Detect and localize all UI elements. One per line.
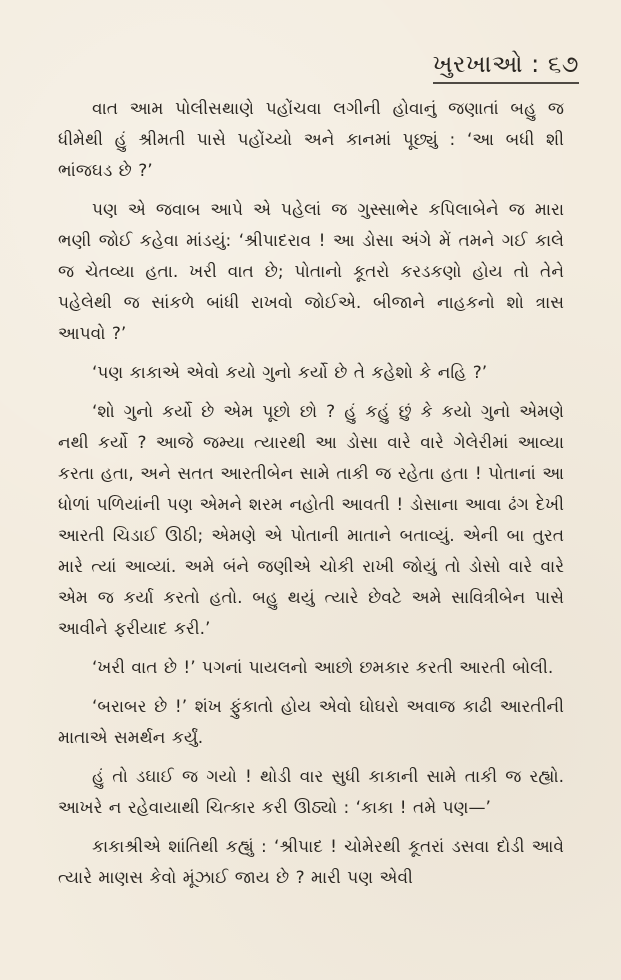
page-header: ખુરખાઓ : ૬૭ [433,52,579,84]
paragraph-3: ‘પણ કાકાએ એવો કયો ગુનો કર્યો છે તે કહેશો કે નહિ ?’ [92,363,488,383]
paragraph-2: પણ એ જવાબ આપે એ પહેલાં જ ગુસ્સાભેર કપિલાબેને જ મારા ભણી જોઈ કહેવા માંડયું: ‘શ્રીપાદરાવ ! આ ડોસા અંગે મેં તમને ગઈ કાલે જ ચેતવ્યા હતા. ખરી વાત છે; પોતાનો કૂતરો કરડકણો હોય તો તેને પહેલેથી જ સાંકળે બાંધી રાખવો જોઈએ. બીજાને નાહકનો શો ત્રાસ આપવો ?’ [58,200,564,344]
paragraph-7: હું તો ડઘાઈ જ ગયો ! થોડી વાર સુધી કાકાની સામે તાકી જ રહ્યો. આખરે ન રહેવાયાથી ચિત્કાર કરી ઊઠ્યો : ‘કાકા ! તમે પણ—’ [58,767,564,818]
paragraph-1: વાત આમ પોલીસથાણે પહોંચવા લગીની હોવાનું જણાતાં બહુ જ ધીમેથી હું શ્રીમતી પાસે પહોંચ્યો અને કાનમાં પૂછ્યું : ‘આ બધી શી ભાંજઘડ છે ?’ [58,99,564,181]
page-content [58,94,564,894]
paragraph-5: ‘ખરી વાત છે !’ પગનાં પાયલનો આછો છમકાર કરતી આરતી બોલી. [92,658,554,678]
paragraph-4: ‘શો ગુનો કર્યો છે એમ પૂછો છો ? હું કહું છું કે કયો ગુનો એમણે નથી કર્યો ? આજે જમ્યા ત્યારથી આ ડોસા વારે વારે ગેલેરીમાં આવ્યા કરતા હતા, અને સતત આરતીબેન સામે તાકી જ રહેતા હતા ! પોતાનાં આ ધોળાં પળિયાંની પણ એમને શરમ નહોતી આવતી ! ડોસાના આવા ઢંગ દેખી આરતી ચિડાઈ ઊઠી; એમણે એ પોતાની માતાને બતાવ્યું. એની બા તુરત મારે ત્યાં આવ્યાં. અમે બંને જણીએ ચોકી રાખી જોયું તો ડોસો વારે વારે એમ જ કર્યા કરતો હતો. બહુ થયું ત્યારે છેવટે અમે સાવિત્રીબેન પાસે આવીને ફરીયાદ કરી.’ [58,402,564,639]
paragraph-8: કાકાશ્રીએ શાંતિથી કહ્યું : ‘શ્રીપાદ ! ચોમેરથી કૂતરાં ડસવા દોડી આવે ત્યારે માણસ કેવો મૂંઝાઈ જાય છે ? મારી પણ એવી [58,837,564,888]
paragraph-6: ‘બરાબર છે !’ શંખ ફુંકાતો હોય એવો ઘોઘરો અવાજ કાઢી આરતીની માતાએ સમર્થન કર્યું. [58,697,564,748]
